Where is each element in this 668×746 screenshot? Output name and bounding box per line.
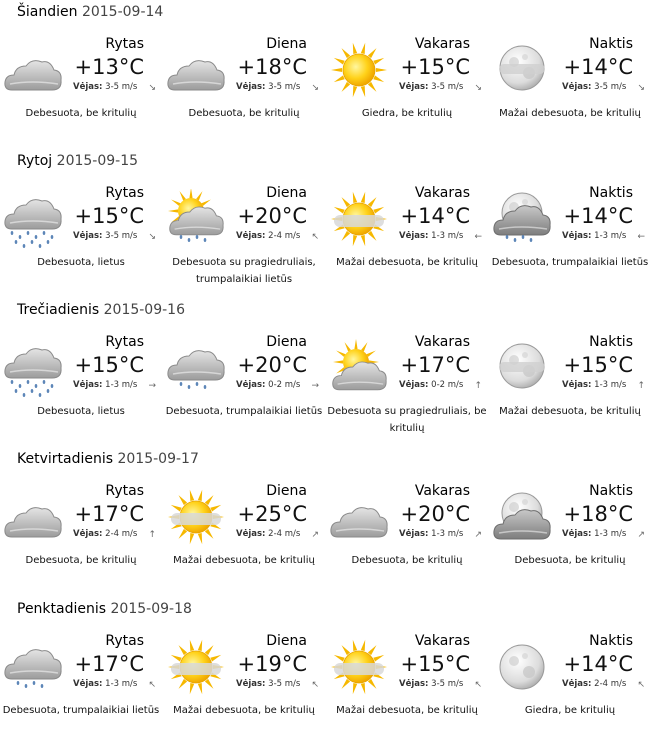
weather-description: Mažai debesuota, be kritulių xyxy=(499,406,641,417)
wind-direction-icon: ↘ xyxy=(474,83,482,93)
period-night xyxy=(489,180,651,298)
period-label: Rytas xyxy=(105,483,144,499)
day-date: 2015-09-15 xyxy=(56,153,139,169)
temperature: +17°C xyxy=(74,652,144,676)
day-heading xyxy=(17,302,185,318)
period-morning xyxy=(0,478,162,596)
wind-info xyxy=(73,679,137,689)
cloud-shower-icon xyxy=(165,338,227,398)
wind-direction-icon: ↗ xyxy=(637,530,645,540)
period-night xyxy=(489,478,651,596)
wind-info xyxy=(73,231,137,241)
weather-description: Giedra, be kritulių xyxy=(361,108,453,119)
wind-label: Vėjas: xyxy=(562,380,592,390)
moon-icon xyxy=(491,637,553,697)
period-morning xyxy=(0,180,162,298)
wind-label: Vėjas: xyxy=(73,529,103,539)
wind-speed: 1-3 m/s xyxy=(105,679,138,689)
weather-description: Debesuota, lietus xyxy=(37,257,125,268)
wind-speed: 3-5 m/s xyxy=(431,679,464,689)
wind-speed: 1-3 m/s xyxy=(594,231,627,241)
wind-speed: 0-2 m/s xyxy=(431,380,464,390)
weather-description: Debesuota su pragiedruliais, be kritulių xyxy=(327,406,487,434)
day-date: 2015-09-14 xyxy=(81,4,164,20)
wind-speed: 0-2 m/s xyxy=(268,380,301,390)
day-heading xyxy=(17,4,163,20)
wind-label: Vėjas: xyxy=(236,679,266,689)
wind-direction-icon: ↗ xyxy=(474,530,482,540)
temperature: +20°C xyxy=(400,502,470,526)
wind-speed: 3-5 m/s xyxy=(268,679,301,689)
weather-description: Mažai debesuota, be kritulių xyxy=(336,257,478,268)
wind-label: Vėjas: xyxy=(73,679,103,689)
period-label: Vakaras xyxy=(414,633,470,649)
day-name: Rytoj xyxy=(17,153,53,169)
day-block xyxy=(0,149,668,298)
wind-label: Vėjas: xyxy=(236,82,266,92)
cloud-icon xyxy=(2,487,64,547)
sun-haze-icon xyxy=(328,637,390,697)
temperature: +19°C xyxy=(237,652,307,676)
period-night xyxy=(489,31,651,149)
period-label: Diena xyxy=(266,36,307,52)
day-heading xyxy=(17,153,138,169)
temperature: +15°C xyxy=(74,353,144,377)
period-label: Rytas xyxy=(105,185,144,201)
cloud-icon xyxy=(328,487,390,547)
period-label: Vakaras xyxy=(414,334,470,350)
sun-cloud-icon xyxy=(328,338,390,398)
period-label: Naktis xyxy=(589,334,633,350)
period-evening xyxy=(326,628,488,746)
temperature: +20°C xyxy=(237,204,307,228)
wind-info xyxy=(399,529,463,539)
wind-speed: 2-4 m/s xyxy=(268,231,301,241)
cloud-icon xyxy=(165,40,227,100)
wind-speed: 3-5 m/s xyxy=(268,82,301,92)
wind-direction-icon: ↘ xyxy=(148,232,156,242)
wind-info xyxy=(236,231,300,241)
period-label: Vakaras xyxy=(414,185,470,201)
wind-direction-icon: ↘ xyxy=(148,83,156,93)
day-name: Ketvirtadienis xyxy=(17,451,114,467)
wind-info xyxy=(236,529,300,539)
weather-description: Debesuota, trumpalaikiai lietūs xyxy=(2,705,160,716)
wind-label: Vėjas: xyxy=(562,529,592,539)
period-label: Naktis xyxy=(589,483,633,499)
period-night xyxy=(489,329,651,447)
period-label: Naktis xyxy=(589,36,633,52)
temperature: +14°C xyxy=(563,204,633,228)
day-block xyxy=(0,597,668,746)
weather-description: Debesuota, be kritulių xyxy=(188,108,300,119)
wind-info xyxy=(399,82,463,92)
sun-haze-icon xyxy=(328,189,390,249)
wind-direction-icon: ↖ xyxy=(474,680,482,690)
sun-icon xyxy=(328,40,390,100)
period-day xyxy=(163,31,325,149)
wind-speed: 3-5 m/s xyxy=(105,82,138,92)
wind-info xyxy=(562,231,626,241)
wind-direction-icon: ↑ xyxy=(148,530,156,540)
period-evening xyxy=(326,478,488,596)
wind-direction-icon: ↖ xyxy=(637,680,645,690)
wind-speed: 2-4 m/s xyxy=(268,529,301,539)
wind-direction-icon: → xyxy=(311,381,319,391)
period-label: Diena xyxy=(266,633,307,649)
wind-direction-icon: ← xyxy=(637,232,645,242)
wind-direction-icon: ↑ xyxy=(474,381,482,391)
wind-direction-icon: ↖ xyxy=(311,232,319,242)
wind-info xyxy=(399,231,463,241)
wind-label: Vėjas: xyxy=(73,380,103,390)
period-label: Naktis xyxy=(589,633,633,649)
period-label: Vakaras xyxy=(414,483,470,499)
temperature: +17°C xyxy=(74,502,144,526)
weather-description: Debesuota, be kritulių xyxy=(25,108,137,119)
wind-label: Vėjas: xyxy=(562,679,592,689)
wind-direction-icon: ↘ xyxy=(311,83,319,93)
sun-haze-icon xyxy=(165,637,227,697)
wind-label: Vėjas: xyxy=(562,231,592,241)
temperature: +18°C xyxy=(237,55,307,79)
moon-cloud-shower-icon xyxy=(491,189,553,249)
wind-info xyxy=(236,380,300,390)
temperature: +15°C xyxy=(400,55,470,79)
cloud-rain-icon xyxy=(2,338,64,398)
weather-description: Mažai debesuota, be kritulių xyxy=(173,705,315,716)
weather-description: Debesuota, lietus xyxy=(37,406,125,417)
weather-description: Debesuota, trumpalaikiai lietūs xyxy=(491,257,649,268)
weather-description: Giedra, be kritulių xyxy=(524,705,616,716)
period-morning xyxy=(0,31,162,149)
wind-speed: 3-5 m/s xyxy=(431,82,464,92)
wind-direction-icon: ← xyxy=(474,232,482,242)
sun-haze-icon xyxy=(165,487,227,547)
wind-speed: 3-5 m/s xyxy=(594,82,627,92)
wind-direction-icon: → xyxy=(148,381,156,391)
wind-info xyxy=(562,529,626,539)
period-evening xyxy=(326,180,488,298)
wind-label: Vėjas: xyxy=(399,380,429,390)
wind-direction-icon: ↑ xyxy=(637,381,645,391)
day-name: Šiandien xyxy=(17,4,78,20)
wind-label: Vėjas: xyxy=(236,380,266,390)
wind-label: Vėjas: xyxy=(562,82,592,92)
day-heading xyxy=(17,601,192,617)
weather-description: Debesuota, be kritulių xyxy=(351,555,463,566)
wind-speed: 1-3 m/s xyxy=(431,231,464,241)
moon-cloud-dark-icon xyxy=(491,487,553,547)
temperature: +14°C xyxy=(563,55,633,79)
wind-label: Vėjas: xyxy=(399,231,429,241)
wind-speed: 2-4 m/s xyxy=(105,529,138,539)
weather-description: Mažai debesuota, be kritulių xyxy=(336,705,478,716)
weather-description: Debesuota, be kritulių xyxy=(25,555,137,566)
wind-label: Vėjas: xyxy=(73,82,103,92)
wind-info xyxy=(399,380,463,390)
period-day xyxy=(163,628,325,746)
wind-info xyxy=(236,679,300,689)
wind-label: Vėjas: xyxy=(399,82,429,92)
period-day xyxy=(163,329,325,447)
moon-cloud-icon xyxy=(491,40,553,100)
weather-description: Debesuota, be kritulių xyxy=(514,555,626,566)
wind-label: Vėjas: xyxy=(236,231,266,241)
day-block xyxy=(0,298,668,447)
sun-cloud-shower-icon xyxy=(165,189,227,249)
temperature: +25°C xyxy=(237,502,307,526)
day-name: Penktadienis xyxy=(17,601,107,617)
temperature: +13°C xyxy=(74,55,144,79)
wind-direction-icon: ↖ xyxy=(311,680,319,690)
wind-info xyxy=(399,679,463,689)
weather-description: Mažai debesuota, be kritulių xyxy=(173,555,315,566)
period-label: Diena xyxy=(266,185,307,201)
period-label: Vakaras xyxy=(414,36,470,52)
wind-label: Vėjas: xyxy=(399,529,429,539)
wind-speed: 1-3 m/s xyxy=(431,529,464,539)
wind-speed: 2-4 m/s xyxy=(594,679,627,689)
temperature: +15°C xyxy=(74,204,144,228)
period-label: Diena xyxy=(266,483,307,499)
wind-info xyxy=(562,380,626,390)
wind-info xyxy=(73,82,137,92)
period-day xyxy=(163,180,325,298)
day-date: 2015-09-17 xyxy=(117,451,199,467)
wind-label: Vėjas: xyxy=(399,679,429,689)
temperature: +17°C xyxy=(400,353,470,377)
day-heading xyxy=(17,451,199,467)
wind-speed: 1-3 m/s xyxy=(594,529,627,539)
day-block xyxy=(0,0,668,149)
wind-speed: 3-5 m/s xyxy=(105,231,138,241)
wind-direction-icon: ↘ xyxy=(637,83,645,93)
wind-speed: 1-3 m/s xyxy=(594,380,627,390)
wind-speed: 1-3 m/s xyxy=(105,380,138,390)
day-date: 2015-09-18 xyxy=(110,601,192,617)
wind-direction-icon: ↖ xyxy=(148,680,156,690)
temperature: +14°C xyxy=(400,204,470,228)
period-label: Rytas xyxy=(105,633,144,649)
period-label: Rytas xyxy=(105,334,144,350)
temperature: +15°C xyxy=(400,652,470,676)
wind-info xyxy=(562,679,626,689)
wind-direction-icon: ↗ xyxy=(311,530,319,540)
temperature: +15°C xyxy=(563,353,633,377)
temperature: +18°C xyxy=(563,502,633,526)
wind-info xyxy=(562,82,626,92)
weather-description: Debesuota, trumpalaikiai lietūs xyxy=(165,406,323,417)
day-block xyxy=(0,447,668,596)
period-evening xyxy=(326,31,488,149)
wind-label: Vėjas: xyxy=(236,529,266,539)
period-evening xyxy=(326,329,488,447)
wind-label: Vėjas: xyxy=(73,231,103,241)
period-night xyxy=(489,628,651,746)
temperature: +14°C xyxy=(563,652,633,676)
cloud-icon xyxy=(2,40,64,100)
period-day xyxy=(163,478,325,596)
period-label: Naktis xyxy=(589,185,633,201)
wind-info xyxy=(73,380,137,390)
period-morning xyxy=(0,628,162,746)
period-label: Rytas xyxy=(105,36,144,52)
moon-cloud-icon xyxy=(491,338,553,398)
cloud-rain-icon xyxy=(2,189,64,249)
day-date: 2015-09-16 xyxy=(103,302,185,318)
period-morning xyxy=(0,329,162,447)
wind-info xyxy=(73,529,137,539)
period-label: Diena xyxy=(266,334,307,350)
day-name: Trečiadienis xyxy=(17,302,100,318)
weather-description: Debesuota su pragiedruliais, trumpalaikiai lietūs xyxy=(172,257,316,285)
wind-info xyxy=(236,82,300,92)
weather-description: Mažai debesuota, be kritulių xyxy=(499,108,641,119)
cloud-shower-icon xyxy=(2,637,64,697)
temperature: +20°C xyxy=(237,353,307,377)
